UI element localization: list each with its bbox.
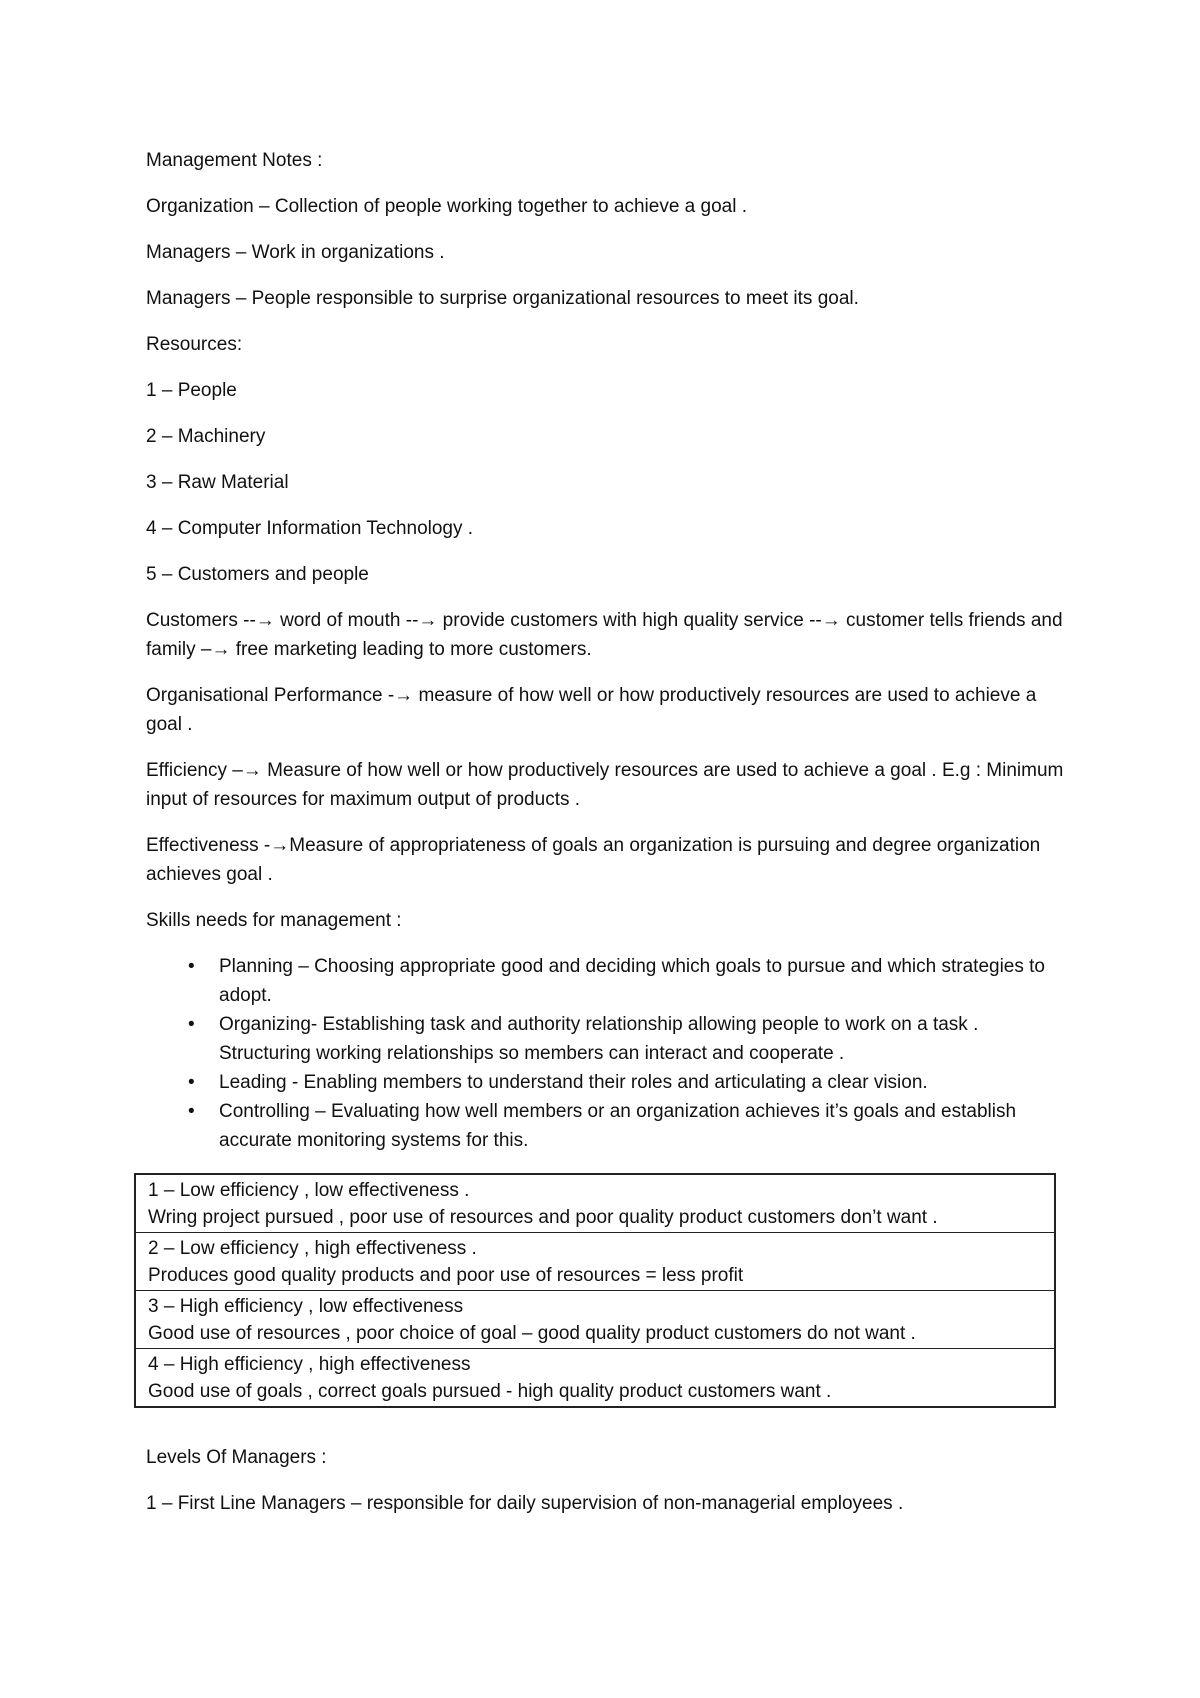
levels-section	[146, 1443, 1066, 1535]
resource-item: 4 – Computer Information Technology .	[146, 518, 474, 539]
resource-item: 5 – Customers and people	[146, 564, 369, 585]
efficiency-effectiveness-table	[134, 1173, 1056, 1408]
table-row-heading: 2 – Low efficiency , high effectiveness .	[148, 1238, 477, 1259]
table-row-heading: 1 – Low efficiency , low effectiveness .	[148, 1180, 470, 1201]
resources-heading: Resources:	[146, 334, 243, 355]
skills-list	[146, 952, 1066, 1155]
table-row-detail: Good use of goals , correct goals pursued - high quality product customers want .	[148, 1381, 832, 1402]
table-row-heading: 3 – High efficiency , low effectiveness	[148, 1296, 464, 1317]
document-title: Management Notes :	[146, 150, 323, 171]
table-row	[136, 1175, 1054, 1232]
skill-item-organizing	[146, 1010, 1066, 1068]
efficiency-definition: Efficiency –→ Measure of how well or how productively resources are used to achieve a goal . E.g : Minimum input of resources for maximum output of products .	[146, 760, 1064, 810]
skill-item-controlling	[146, 1097, 1066, 1155]
table-row-detail: Wring project pursued , poor use of resources and poor quality product customers don’t want .	[148, 1207, 938, 1228]
resource-item: 3 – Raw Material	[146, 472, 289, 493]
table-row	[136, 1232, 1054, 1290]
bullet-icon: •	[188, 1072, 195, 1093]
table-row-heading: 4 – High efficiency , high effectiveness	[148, 1354, 471, 1375]
level-item: 1 – First Line Managers – responsible for daily supervision of non-managerial employees .	[146, 1493, 904, 1514]
bullet-icon: •	[188, 1014, 195, 1035]
definition-organization: Organization – Collection of people working together to achieve a goal .	[146, 196, 747, 217]
skill-text: Leading - Enabling members to understand their roles and articulating a clear vision.	[219, 1072, 928, 1093]
table-row	[136, 1348, 1054, 1406]
resource-item: 2 – Machinery	[146, 426, 266, 447]
definition-managers-responsible: Managers – People responsible to surprise organizational resources to meet its goal.	[146, 288, 859, 309]
bullet-icon: •	[188, 956, 195, 977]
effectiveness-definition: Effectiveness -→Measure of appropriateness of goals an organization is pursuing and degree organization achieves goal .	[146, 835, 1041, 885]
skill-text: Controlling – Evaluating how well members or an organization achieves it’s goals and establish accurate monitoring systems for this.	[219, 1101, 1017, 1151]
resource-item: 1 – People	[146, 380, 237, 401]
definition-managers-work: Managers – Work in organizations .	[146, 242, 445, 263]
skills-heading: Skills needs for management :	[146, 910, 402, 931]
table-row-detail: Produces good quality products and poor use of resources = less profit	[148, 1265, 744, 1286]
skill-text: Organizing- Establishing task and authority relationship allowing people to work on a task . Structuring working relationships so members can interact and cooperate .	[219, 1014, 979, 1064]
customers-flow: Customers --→ word of mouth --→ provide customers with high quality service --→ customer tells friends and family –→ free marketing leading to more customers.	[146, 610, 1063, 660]
table-row	[136, 1290, 1054, 1348]
skill-item-planning	[146, 952, 1066, 1010]
levels-heading: Levels Of Managers :	[146, 1447, 327, 1468]
table-row-detail: Good use of resources , poor choice of goal – good quality product customers do not want .	[148, 1323, 916, 1344]
skill-text: Planning – Choosing appropriate good and deciding which goals to pursue and which strategies to adopt.	[219, 956, 1045, 1006]
organisational-performance: Organisational Performance -→ measure of how well or how productively resources are used to achieve a goal .	[146, 685, 1037, 735]
notes-body	[146, 146, 1066, 1163]
skill-item-leading	[146, 1068, 1066, 1097]
bullet-icon: •	[188, 1101, 195, 1122]
